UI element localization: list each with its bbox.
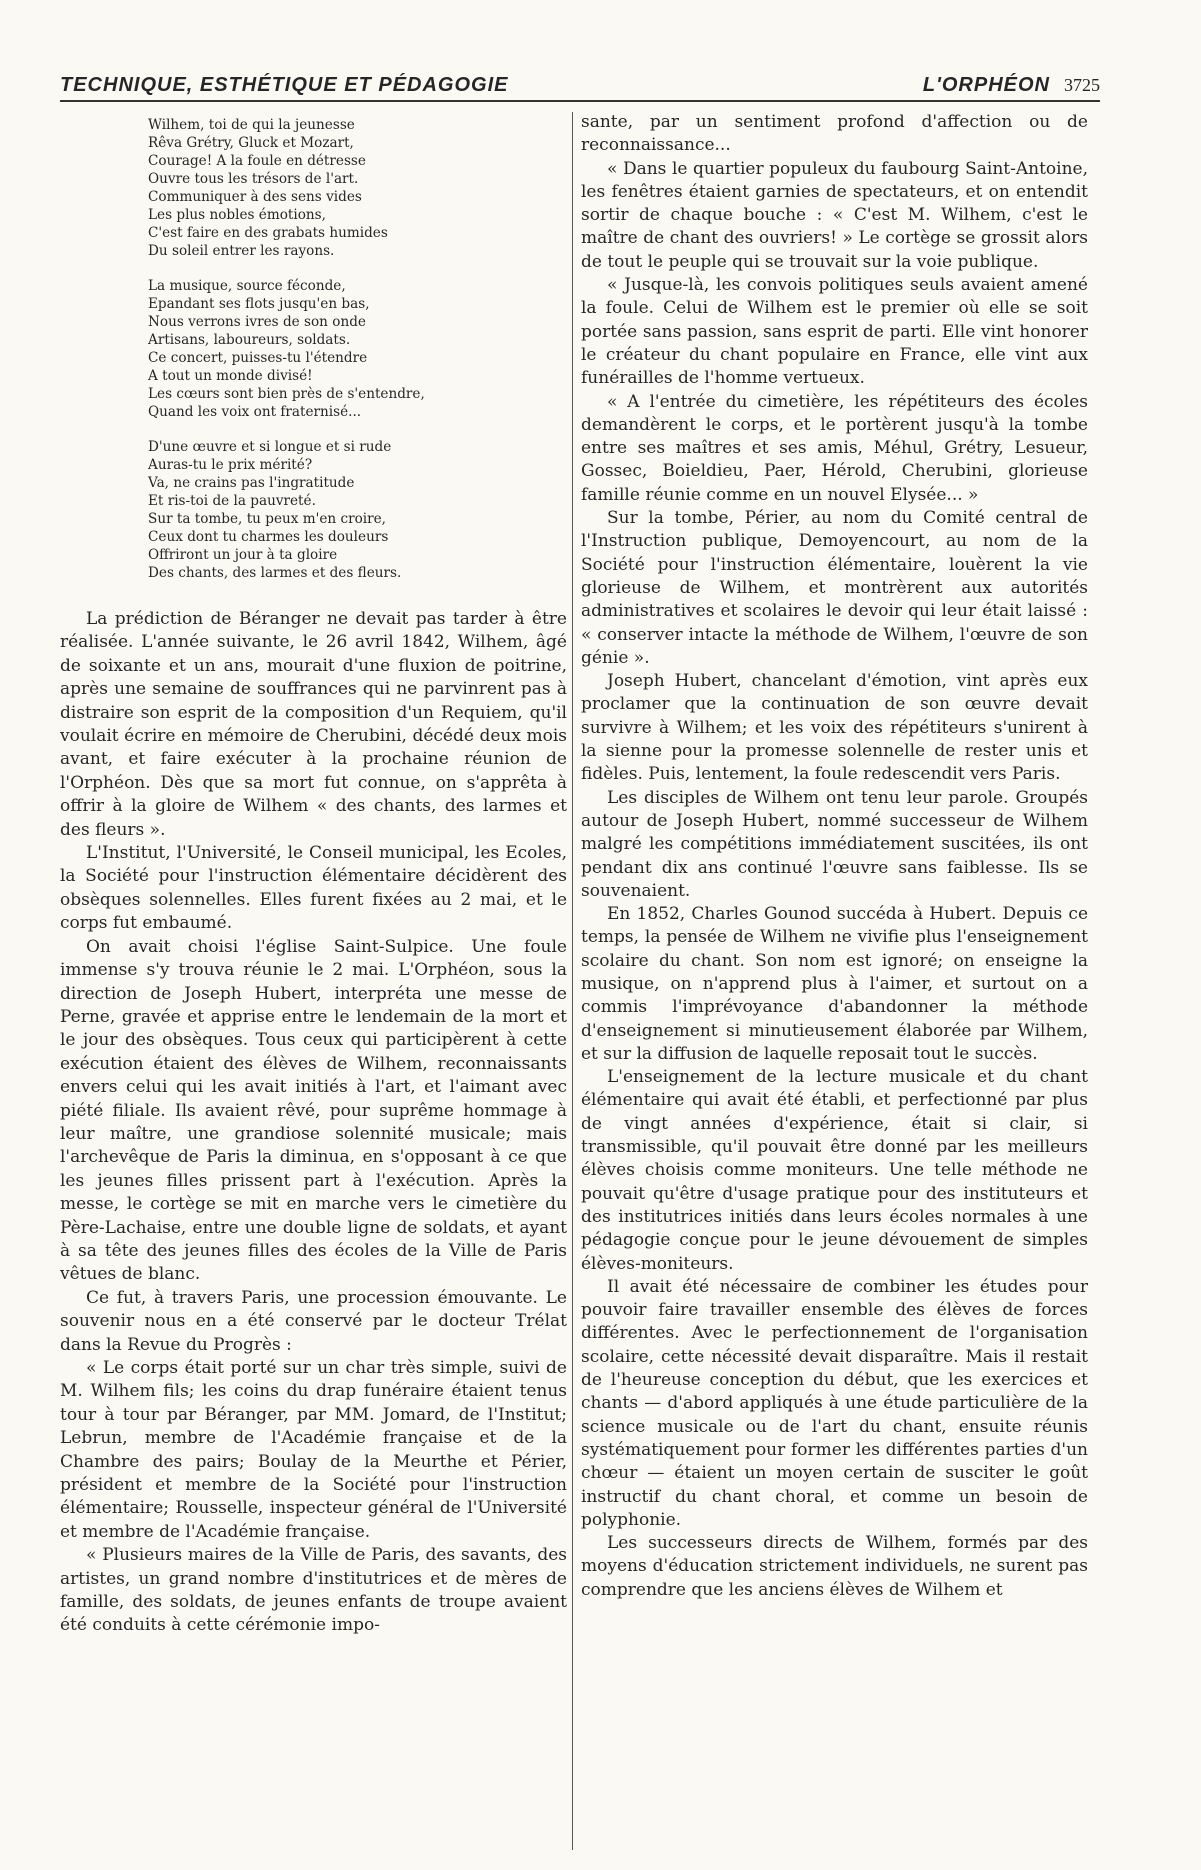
poem [148, 116, 567, 582]
poem-line: Nous verrons ivres de son onde [148, 314, 366, 330]
left-column [60, 116, 567, 1638]
poem-line: Artisans, laboureurs, soldats. [148, 332, 351, 348]
paragraph: « Dans le quartier populeux du faubourg Saint-Antoine, les fenêtres étaient garnies de spectateurs, et on entendit sortir de chaque bouche : « C'est M. Wilhem, c'est le maître de chant des ouvriers! » Le cortège se grossit alors de tout le peuple qui se trouvait sur la voie publique. [581, 158, 1088, 272]
poem-line: C'est faire en des grabats humides [148, 225, 388, 241]
paragraph: Les disciples de Wilhem ont tenu leur parole. Groupés autour de Joseph Hubert, nommé successeur de Wilhem malgré les compétitions immédiatement suscitées, ils ont pendant dix ans continué l'œuvre sans faiblesse. Ils se souvenaient. [581, 787, 1088, 901]
poem-line: La musique, source féconde, [148, 278, 346, 294]
paragraph: Joseph Hubert, chancelant d'émotion, vint après eux proclamer que la continuation de son œuvre devait survivre à Wilhem; et les voix des répétiteurs s'unirent à la sienne pour la promesse solennelle de rester unis et fidèles. Puis, lentement, la foule redescendit vers Paris. [581, 671, 1088, 785]
poem-line: Communiquer à des sens vides [148, 189, 362, 205]
paragraph: L'enseignement de la lecture musicale et du chant élémentaire qui avait été établi, et perfectionné par plus de vingt années d'expérience, était si clair, si transmissible, qu'il pouvait être donné par les meilleurs élèves choisis comme moniteurs. Une telle méthode ne pouvait qu'être d'usage pratique pour des instituteurs et des institutrices initiés dans leurs écoles normales à une pédagogie conçue pour le jeune dévouement de simples élèves-moniteurs. [581, 1067, 1088, 1274]
poem-line: Des chants, des larmes et des fleurs. [148, 565, 402, 581]
paragraph: L'Institut, l'Université, le Conseil municipal, les Ecoles, la Société pour l'instruction élémentaire décidèrent des obsèques solennelles. Elles furent fixées au 2 mai, et le corps fut embaumé. [60, 843, 567, 934]
poem-line: D'une œuvre et si longue et si rude [148, 439, 392, 455]
paragraph: Les successeurs directs de Wilhem, formés par des moyens d'éducation strictement individuels, ne surent pas comprendre que les anciens élèves de Wilhem et [581, 1533, 1088, 1600]
header-section-title: TECHNIQUE, ESTHÉTIQUE ET PÉDAGOGIE [60, 74, 509, 96]
poem-line: Wilhem, toi de qui la jeunesse [148, 117, 355, 133]
poem-line: Auras-tu le prix mérité? [148, 457, 313, 473]
poem-stanza [148, 116, 567, 260]
poem-line: Ceux dont tu charmes les douleurs [148, 529, 389, 545]
poem-line: Offriront un jour à ta gloire [148, 547, 338, 563]
column-divider [572, 112, 573, 1850]
paragraph: On avait choisi l'église Saint-Sulpice. Une foule immense s'y trouva réunie le 2 mai. L'Orphéon, sous la direction de Joseph Hubert, interpréta une messe de Perne, gravée et apprise entre le lendemain de la mort et le jour des obsèques. Tous ceux qui participèrent à cette exécution étaient des élèves de Wilhem, reconnaissants envers celui qui les avait initiés à l'art, et l'aimant avec piété filiale. Ils avaient rêvé, pour suprême hommage à leur maître, une grandiose solennité musicale; mais l'archevêque de Paris la diminua, en s'opposant à ce que les jeunes filles prissent part à l'exécution. Après la messe, le cortège se mit en marche vers le cimetière du Père-Lachaise, entre une double ligne de soldats, et ayant à sa tête des jeunes filles des écoles de la Ville de Paris vêtues de blanc. [60, 936, 567, 1285]
paragraph: En 1852, Charles Gounod succéda à Hubert. Depuis ce temps, la pensée de Wilhem ne vivifie plus l'enseignement scolaire du chant. Son nom est ignoré; on enseigne la musique, on n'apprend plus à l'aimer, et surtout on a commis l'imprévoyance d'abandonner la méthode d'enseignement si minutieusement élaborée par Wilhem, et sur la diffusion de laquelle reposait tout le succès. [581, 904, 1088, 1064]
paragraph: « Le corps était porté sur un char très simple, suivi de M. Wilhem fils; les coins du drap funéraire étaient tenus tour à tour par Béranger, par MM. Jomard, de l'Institut; Lebrun, membre de l'Académie française et de la Chambre des pairs; Boulay de la Meurthe et Périer, président et membre de la Société pour l'instruction élémentaire; Rousselle, inspecteur général de l'Université et membre de l'Académie française. [60, 1358, 567, 1542]
poem-line: Ouvre tous les trésors de l'art. [148, 171, 359, 187]
poem-line: Rêva Grétry, Gluck et Mozart, [148, 135, 354, 151]
header-right [923, 74, 1100, 97]
poem-line: Sur ta tombe, tu peux m'en croire, [148, 511, 386, 527]
header-journal-title: L'ORPHÉON [922, 74, 1050, 96]
page-number: 3725 [1064, 75, 1100, 95]
running-header [60, 74, 1100, 102]
poem-line: Et ris-toi de la pauvreté. [148, 493, 316, 509]
poem-line: Du soleil entrer les rayons. [148, 243, 335, 259]
poem-stanza [148, 438, 567, 582]
paragraph: sante, par un sentiment profond d'affection ou de reconnaissance... [581, 112, 1088, 156]
paragraph: La prédiction de Béranger ne devait pas tarder à être réalisée. L'année suivante, le 26 avril 1842, Wilhem, âgé de soixante et un ans, mourait d'une fluxion de poitrine, après une semaine de souffrances qui ne parvinrent pas à distraire son esprit de la composition d'un Requiem, qu'il voulait écrire en mémoire de Cherubini, décédé deux mois avant, et faire exécuter à la prochaine réunion de l'Orphéon. Dès que sa mort fut connue, on s'apprêta à offrir à la gloire de Wilhem « des chants, des larmes et des fleurs ». [60, 609, 567, 840]
right-paragraphs [581, 111, 1088, 1602]
left-paragraphs [60, 608, 567, 1638]
poem-line: Va, ne crains pas l'ingratitude [148, 475, 355, 491]
poem-line: Courage! A la foule en détresse [148, 153, 366, 169]
poem-line: A tout un monde divisé! [148, 368, 313, 384]
paragraph: « Jusque-là, les convois politiques seuls avaient amené la foule. Celui de Wilhem est le premier où elle se soit portée sans passion, sans esprit de parti. Elle vint honorer le créateur du chant populaire en France, elle vint aux funérailles de l'homme vertueux. [581, 275, 1088, 389]
paragraph: Ce fut, à travers Paris, une procession émouvante. Le souvenir nous en a été conservé par le docteur Trélat dans la Revue du Progrès : [60, 1287, 567, 1355]
paragraph: « Plusieurs maires de la Ville de Paris, des savants, des artistes, un grand nombre d'institutrices et de mères de famille, des soldats, de jeunes enfants de troupe avaient été conduits à cette cérémonie impo- [60, 1545, 567, 1636]
poem-line: Epandant ses flots jusqu'en bas, [148, 296, 370, 312]
poem-stanza [148, 277, 567, 421]
poem-line: Les plus nobles émotions, [148, 207, 326, 223]
paragraph: Sur la tombe, Périer, au nom du Comité central de l'Instruction publique, Demoyencourt, au nom de la Société pour l'instruction élémentaire, louèrent la vie glorieuse de Wilhem, et montrèrent aux autorités administratives et scolaires le devoir qui leur était laissé : « conserver intacte la méthode de Wilhem, l'œuvre de son génie ». [581, 508, 1088, 668]
paragraph: « A l'entrée du cimetière, les répétiteurs des écoles demandèrent le corps, et le portèrent jusqu'à la tombe entre ses maîtres et ses amis, Méhul, Grétry, Lesueur, Gossec, Boieldieu, Paer, Hérold, Cherubini, glorieuse famille réunie comme en un nouvel Elysée... » [581, 391, 1088, 505]
poem-line: Les cœurs sont bien près de s'entendre, [148, 386, 425, 402]
poem-line: Ce concert, puisses-tu l'étendre [148, 350, 368, 366]
paragraph: Il avait été nécessaire de combiner les études pour pouvoir faire travailler ensemble des élèves de forces différentes. Avec le perfectionnement de l'organisation scolaire, cette nécessité devait disparaître. Mais il restait de l'heureuse conception du début, que les exercices et chants — d'abord appliqués à une étude particulière de la science musicale ou de l'art du chant, ensuite réunis systématiquement pour former les différentes parties d'un chœur — étaient un moyen certain de susciter le goût instructif du chant choral, et comme un besoin de polyphonie. [581, 1276, 1088, 1530]
right-column [581, 111, 1088, 1602]
poem-line: Quand les voix ont fraternisé... [148, 404, 362, 420]
